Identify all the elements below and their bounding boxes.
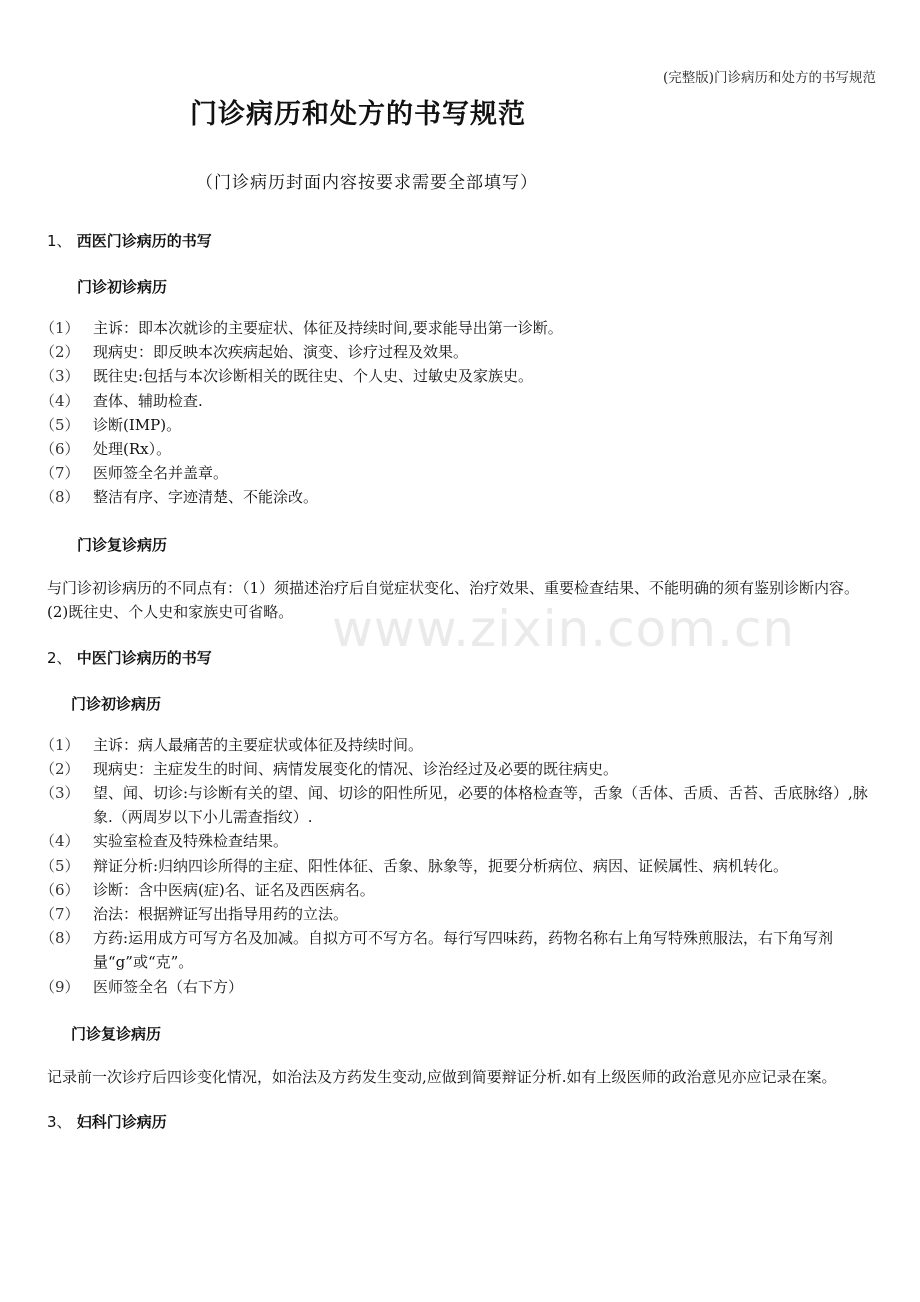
document-subtitle: （门诊病历封面内容按要求需要全部填写） [196, 173, 538, 193]
section-number: 1、 [47, 232, 72, 250]
subheading-follow-up: 门诊复诊病历 [77, 535, 168, 554]
section-title: 西医门诊病历的书写 [76, 232, 212, 250]
follow-up-paragraph: 与门诊初诊病历的不同点有：（1）须描述治疗后自觉症状变化、治疗效果、重要检查结果、不能明确的须有鉴别诊断内容。(2)既往史、个人史和家族史可省略。 [47, 578, 860, 622]
item-text: 医师签全名（右下方） [93, 977, 244, 996]
list-item [40, 340, 879, 364]
item-text: 现病史：即反映本次疾病起始、演变、诊疗过程及效果。 [93, 343, 469, 362]
item-index: （8） [40, 488, 80, 507]
item-text: 主诉：即本次就诊的主要症状、体征及持续时间,要求能导出第一诊断。 [93, 319, 563, 337]
item-index: （9） [40, 977, 80, 996]
item-index: （4） [40, 832, 80, 851]
list-item [40, 413, 879, 437]
subheading-follow-up: 门诊复诊病历 [71, 1024, 162, 1043]
item-index: （7） [40, 464, 80, 483]
item-text: 治法：根据辨证写出指导用药的立法。 [93, 905, 349, 924]
document-title: 门诊病历和处方的书写规范 [190, 99, 526, 130]
list-item [40, 316, 879, 340]
subheading-initial-visit: 门诊初诊病历 [77, 278, 168, 296]
list-item [40, 364, 879, 388]
list-item [40, 975, 879, 999]
item-index: （2） [40, 759, 80, 778]
list-item [40, 926, 879, 974]
list-item [40, 437, 879, 461]
list-item [40, 781, 879, 829]
list-item [40, 902, 879, 926]
list-item [40, 389, 879, 413]
item-list [40, 733, 879, 999]
list-item [40, 733, 879, 757]
section-heading-gynecology [47, 1109, 879, 1135]
list-item [40, 757, 879, 781]
item-index: （8） [40, 929, 80, 948]
item-text: 望、闻、切诊:与诊断有关的望、闻、切诊的阳性所见，必要的体格检查等，舌象（舌体、舌质、舌苔、舌底脉络）,脉象.（两周岁以下小儿需查指纹）. [93, 784, 868, 827]
section-title: 妇科门诊病历 [76, 1113, 167, 1132]
item-text: 实验室检查及特殊检查结果。 [93, 832, 289, 851]
list-item [40, 485, 879, 509]
item-text: 方药:运用成方可写方名及加减。自拟方可不写方名。每行写四味药，药物名称右上角写特殊煎服法，右下角写剂量“g”或“克”。 [93, 929, 834, 972]
document-body [40, 228, 879, 1135]
item-index: （3） [40, 367, 80, 386]
item-text: 诊断(IMP)。 [93, 415, 182, 434]
item-list [40, 316, 879, 510]
list-item [40, 461, 879, 485]
section-title: 中医门诊病历的书写 [76, 648, 212, 667]
item-index: （2） [40, 343, 80, 362]
item-index: （6） [40, 880, 80, 899]
item-index: （6） [40, 440, 80, 459]
list-item [40, 829, 879, 853]
item-index: （1） [40, 319, 80, 337]
item-index: （1） [40, 735, 80, 754]
item-text: 医师签全名并盖章。 [93, 464, 229, 483]
item-index: （5） [40, 415, 80, 434]
item-text: 整洁有序、字迹清楚、不能涂改。 [93, 488, 319, 507]
section-heading-tcm [47, 645, 879, 671]
follow-up-paragraph: 记录前一次诊疗后四诊变化情况，如治法及方药发生变动,应做到简要辩证分析.如有上级医师的政治意见亦应记录在案。 [47, 1067, 837, 1086]
watermark: www.zixin.com.cn [332, 600, 796, 658]
item-text: 辩证分析:归纳四诊所得的主症、阳性体征、舌象、脉象等，扼要分析病位、病因、证候属性、病机转化。 [93, 856, 789, 875]
section-heading-western [47, 228, 879, 254]
subheading-initial-visit: 门诊初诊病历 [71, 694, 162, 713]
item-text: 主诉：病人最痛苦的主要症状或体征及持续时间。 [93, 735, 424, 754]
item-text: 既往史:包括与本次诊断相关的既往史、个人史、过敏史及家族史。 [93, 367, 534, 386]
item-text: 诊断：含中医病(症)名、证名及西医病名。 [93, 880, 375, 899]
section-number: 2、 [47, 648, 72, 667]
list-item [40, 878, 879, 902]
item-index: （3） [40, 784, 80, 803]
running-header: (完整版)门诊病历和处方的书写规范 [662, 70, 876, 86]
list-item [40, 854, 879, 878]
item-index: （7） [40, 905, 80, 924]
section-number: 3、 [47, 1113, 72, 1132]
item-index: （4） [40, 391, 80, 410]
item-text: 现病史：主症发生的时间、病情发展变化的情况、诊治经过及必要的既往病史。 [93, 759, 619, 778]
item-text: 处理(Rx）。 [93, 440, 172, 459]
item-text: 查体、辅助检查. [93, 391, 203, 410]
item-index: （5） [40, 856, 80, 875]
